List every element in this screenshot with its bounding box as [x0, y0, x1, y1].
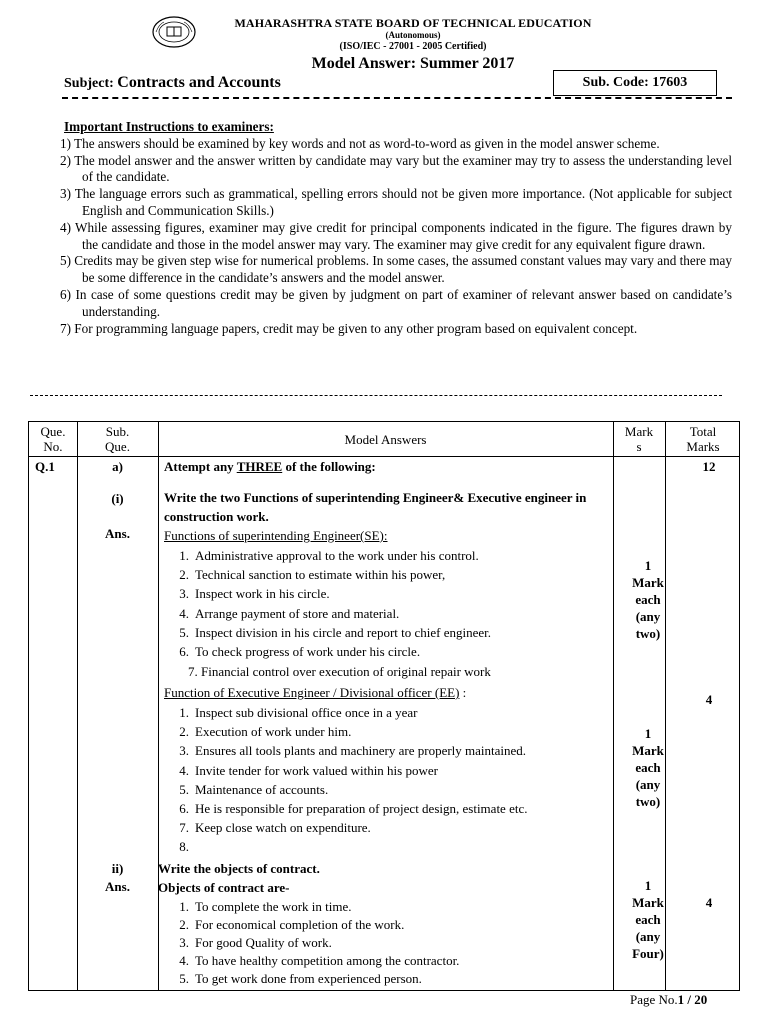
- question-number: Q.1: [35, 459, 55, 474]
- list-item: 6. He is responsible for preparation of project design, estimate etc.: [179, 800, 528, 816]
- list-item: 4. Arrange payment of store and material.: [179, 605, 400, 621]
- list-item: 5. Inspect division in his circle and report to chief engineer.: [179, 624, 492, 640]
- instruction-item: 2) The model answer and the answer written by candidate may vary but the examiner may try to assess the understanding level of the candidate.: [60, 152, 732, 185]
- list-item: 1. Inspect sub divisional office once in a year: [179, 705, 418, 720]
- header-divider: [62, 97, 732, 99]
- marks-objects: 1 Mark each (any Four): [632, 878, 664, 961]
- subject-value: Contracts and Accounts: [117, 74, 281, 91]
- subject-line: [64, 74, 281, 92]
- instruction-item: 7) For programming language papers, credit may be given to any other program based on equivalent concept.: [60, 320, 638, 336]
- list-item: 1. To complete the work in time.: [179, 899, 352, 914]
- column-header-total-marks: Total Marks: [686, 424, 720, 454]
- list-item: 3. Ensures all tools plants and machinery are properly maintained.: [179, 743, 527, 759]
- list-item: 3. Inspect work in his circle.: [179, 586, 330, 602]
- attempt-instruction: Attempt any THREE of the following:: [164, 459, 376, 474]
- column-header-marks: Mark s: [624, 424, 654, 454]
- list-item: 2. Technical sanction to estimate within his power,: [179, 567, 446, 583]
- msbte-logo-icon: [152, 16, 196, 48]
- column-divider: [613, 422, 614, 990]
- list-item: 5. Maintenance of accounts.: [179, 781, 329, 797]
- page-number: Page No.1 / 20: [630, 992, 708, 1007]
- answer-label: Ans.: [105, 526, 130, 541]
- instructions-heading: Important Instructions to examiners:: [64, 119, 274, 134]
- list-item: 6. To check progress of work under his circle.: [179, 643, 421, 659]
- total-marks-i: 4: [705, 692, 713, 707]
- instructions-divider: [30, 395, 722, 396]
- column-header-que-no: Que. No.: [40, 424, 66, 454]
- list-item: 8.: [179, 839, 189, 855]
- instruction-item: 5) Credits may be given step wise for numerical problems. In some cases, the assumed constant values may vary and there may be some difference in the candidate’s answers and the model answer.: [60, 253, 733, 286]
- instruction-item: 6) In case of some questions credit may be given by judgment on part of examiner of relevant answer based on candidate’s understanding.: [60, 286, 732, 319]
- objects-list: [167, 898, 459, 988]
- sub-question-ii: ii) Ans.: [105, 861, 130, 894]
- list-item: 3. For good Quality of work.: [179, 935, 332, 950]
- instruction-item: 1) The answers should be examined by key words and not as word-to-word as given in the model answer scheme.: [60, 135, 660, 151]
- instruction-item: 3) The language errors such as grammatical, spelling errors should not be given more importance. (Not applicable for subject English and Communication Skills.): [60, 186, 732, 218]
- sub-question-a: a): [112, 459, 123, 474]
- list-item: 4. To have healthy competition among the contractor.: [179, 953, 460, 968]
- column-divider: [77, 422, 78, 990]
- column-divider: [158, 422, 159, 990]
- total-marks-q1: 12: [702, 459, 716, 474]
- question-ii-text: Write the objects of contract.: [158, 861, 320, 876]
- total-marks-ii: 4: [705, 895, 713, 910]
- instruction-item: 4) While assessing figures, examiner may give credit for principal components indicated in the figure. The figures drawn by the candidate and those in the model answer may vary. The examiner may give credit for any equivalent figure drawn.: [60, 219, 732, 252]
- column-header-sub-que: Sub. Que.: [105, 424, 130, 454]
- iso-certification: (ISO/IEC - 27001 - 2005 Certified): [339, 41, 487, 52]
- marks-se-functions: 1 Mark each (any two): [632, 558, 664, 641]
- subject-label: Subject:: [64, 76, 114, 91]
- se-functions-heading: Functions of superintending Engineer(SE):: [164, 528, 388, 543]
- autonomous-label: (Autonomous): [385, 30, 441, 40]
- list-item: 2. Execution of work under him.: [179, 724, 352, 740]
- sub-code-box: Sub. Code: 17603: [553, 70, 717, 96]
- marks-ee-functions: 1 Mark each (any two): [632, 726, 664, 809]
- se-functions-list: [167, 546, 491, 661]
- list-item: 5. To get work done from experienced person.: [179, 971, 422, 986]
- answer-table: [28, 421, 740, 991]
- se-function-item-7: 7. Financial control over execution of original repair work: [188, 664, 491, 679]
- ee-functions-list: [167, 703, 527, 857]
- list-item: 2. For economical completion of the work.: [179, 917, 405, 932]
- question-i-text: Write the two Functions of superintending Engineer& Executive engineer in construction work.: [164, 490, 587, 524]
- header-row-divider: [29, 456, 739, 457]
- list-item: 7. Keep close watch on expenditure.: [179, 820, 371, 836]
- board-name: MAHARASHTRA STATE BOARD OF TECHNICAL EDUCATION: [234, 16, 592, 30]
- sub-question-i: (i): [111, 491, 124, 506]
- list-item: 1. Administrative approval to the work under his control.: [179, 548, 479, 563]
- column-header-model-answers: Model Answers: [344, 432, 427, 447]
- list-item: 4. Invite tender for work valued within his power: [179, 762, 438, 778]
- instructions-block: [58, 119, 732, 337]
- objects-heading: Objects of contract are-: [158, 880, 290, 895]
- ee-functions-heading: Function of Executive Engineer / Divisional officer (EE) :: [164, 685, 467, 700]
- model-answer-title: Model Answer: Summer 2017: [311, 55, 515, 72]
